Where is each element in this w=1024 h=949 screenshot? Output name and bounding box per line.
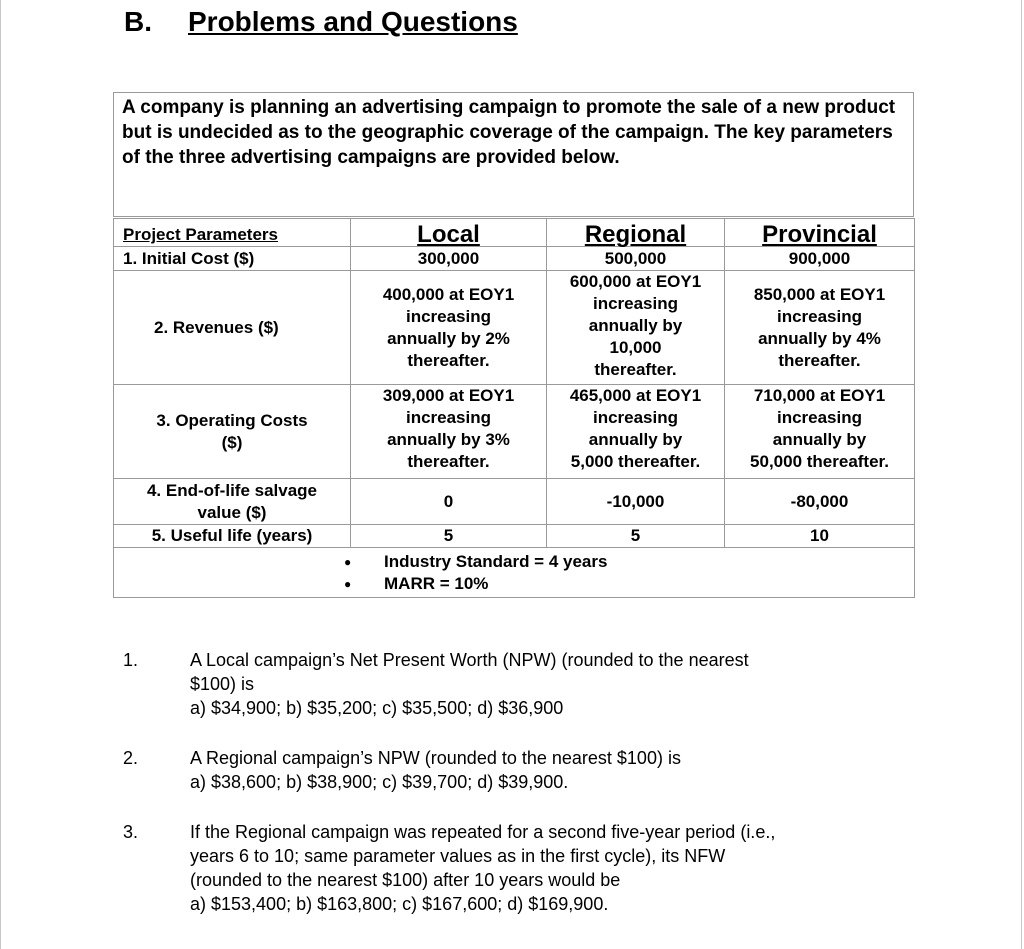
list-item: ● Industry Standard = 4 years (344, 551, 608, 571)
bullet-icon: ● (344, 554, 352, 569)
cell-regional-initial-cost: 500,000 (547, 247, 725, 271)
cell-provincial-operating-costs: 710,000 at EOY1 increasing annually by 50,000 thereafter. (725, 385, 915, 479)
section-letter: B. (124, 6, 152, 37)
cell-provincial-useful-life: 10 (725, 525, 915, 548)
header-local: Local (351, 219, 547, 247)
table-row (114, 247, 915, 271)
table-row (114, 525, 915, 548)
question-1: 1. A Local campaign’s Net Present Worth (NPW) (rounded to the nearest $100) is a) $34,900; b) $35,200; c) $35,500; d) $36,900 (123, 650, 749, 718)
cell-provincial-salvage: -80,000 (725, 479, 915, 525)
table-notes-row (114, 548, 915, 598)
cell-regional-operating-costs: 465,000 at EOY1 increasing annually by 5,000 thereafter. (547, 385, 725, 479)
cell-regional-revenues: 600,000 at EOY1 increasing annually by 10,000 thereafter. (547, 271, 725, 385)
section-title: Problems and Questions (188, 6, 518, 37)
header-project-parameters: Project Parameters (114, 219, 351, 247)
cell-provincial-revenues: 850,000 at EOY1 increasing annually by 4% thereafter. (725, 271, 915, 385)
cell-local-useful-life: 5 (351, 525, 547, 548)
cell-local-revenues: 400,000 at EOY1 increasing annually by 2% thereafter. (351, 271, 547, 385)
intro-box: A company is planning an advertising campaign to promote the sale of a new product but is undecided as to the geographic coverage of the campaign. The key parameters of the three advertising campaigns are provided below. (113, 92, 914, 217)
cell-local-operating-costs: 309,000 at EOY1 increasing annually by 3% thereafter. (351, 385, 547, 479)
header-provincial: Provincial (725, 219, 915, 247)
questions-list (123, 648, 903, 942)
question-3: 3. If the Regional campaign was repeated for a second five-year period (i.e., years 6 to 10; same parameter values as in the first cycle), its NFW (rounded to the nearest $100) after 10 years would be a) $153,400; b) $163,800; c) $167,600; d) $169,900. (123, 822, 776, 914)
section-heading (124, 6, 518, 38)
row-label-operating-costs: 3. Operating Costs ($) (114, 385, 351, 479)
parameters-table (113, 218, 915, 598)
header-regional: Regional (547, 219, 725, 247)
table-header-row (114, 219, 915, 247)
cell-local-initial-cost: 300,000 (351, 247, 547, 271)
row-label-revenues: 2. Revenues ($) (114, 271, 351, 385)
bullet-icon: ● (344, 576, 352, 591)
row-label-initial-cost: 1. Initial Cost ($) (114, 247, 351, 271)
cell-regional-salvage: -10,000 (547, 479, 725, 525)
table-row (114, 479, 915, 525)
question-2: 2. A Regional campaign’s NPW (rounded to the nearest $100) is a) $38,600; b) $38,900; c) $39,700; d) $39,900. (123, 748, 681, 792)
list-item: ● MARR = 10% (344, 573, 489, 593)
cell-provincial-initial-cost: 900,000 (725, 247, 915, 271)
cell-local-salvage: 0 (351, 479, 547, 525)
table-row (114, 385, 915, 479)
table-row (114, 271, 915, 385)
cell-regional-useful-life: 5 (547, 525, 725, 548)
notes-cell (114, 548, 915, 598)
row-label-salvage-value: 4. End-of-life salvage value ($) (114, 479, 351, 525)
row-label-useful-life: 5. Useful life (years) (114, 525, 351, 548)
